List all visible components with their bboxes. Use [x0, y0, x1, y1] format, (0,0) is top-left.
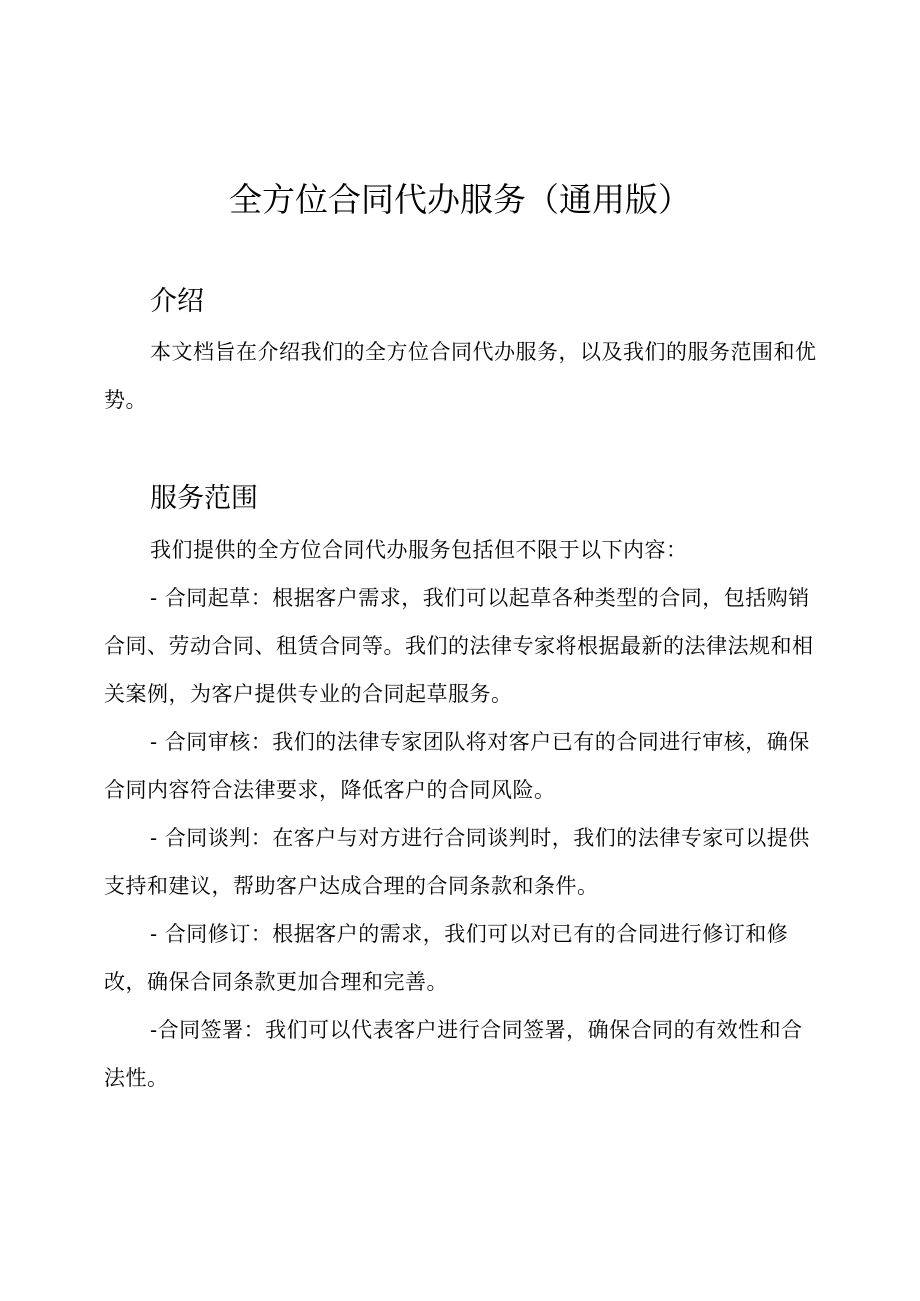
service-item-signing: -合同签署：我们可以代表客户进行合同签署，确保合同的有效性和合法性。	[104, 1018, 803, 1090]
service-item-negotiation: - 合同谈判：在客户与对方进行合同谈判时，我们的法律专家可以提供支持和建议，帮助客户达成合理的合同条款和条件。	[104, 826, 810, 898]
section-heading-scope: 服务范围	[150, 483, 258, 514]
intro-paragraph: 本文档旨在介绍我们的全方位合同代办服务，以及我们的服务范围和优势。	[104, 340, 817, 412]
service-item-review: - 合同审核：我们的法律专家团队将对客户已有的合同进行审核，确保合同内容符合法律要求，降低客户的合同风险。	[104, 730, 810, 802]
section-heading-intro: 介绍	[150, 286, 204, 317]
service-item-revision: - 合同修订：根据客户的需求，我们可以对已有的合同进行修订和修改，确保合同条款更加合理和完善。	[104, 922, 789, 994]
service-item-drafting: - 合同起草：根据客户需求，我们可以起草各种类型的合同，包括购销合同、劳动合同、租赁合同等。我们的法律专家将根据最新的法律法规和相关案例，为客户提供专业的合同起草服务。	[104, 586, 814, 706]
scope-intro-paragraph: 我们提供的全方位合同代办服务包括但不限于以下内容：	[150, 538, 688, 562]
page-title: 全方位合同代办服务（通用版）	[229, 180, 691, 219]
